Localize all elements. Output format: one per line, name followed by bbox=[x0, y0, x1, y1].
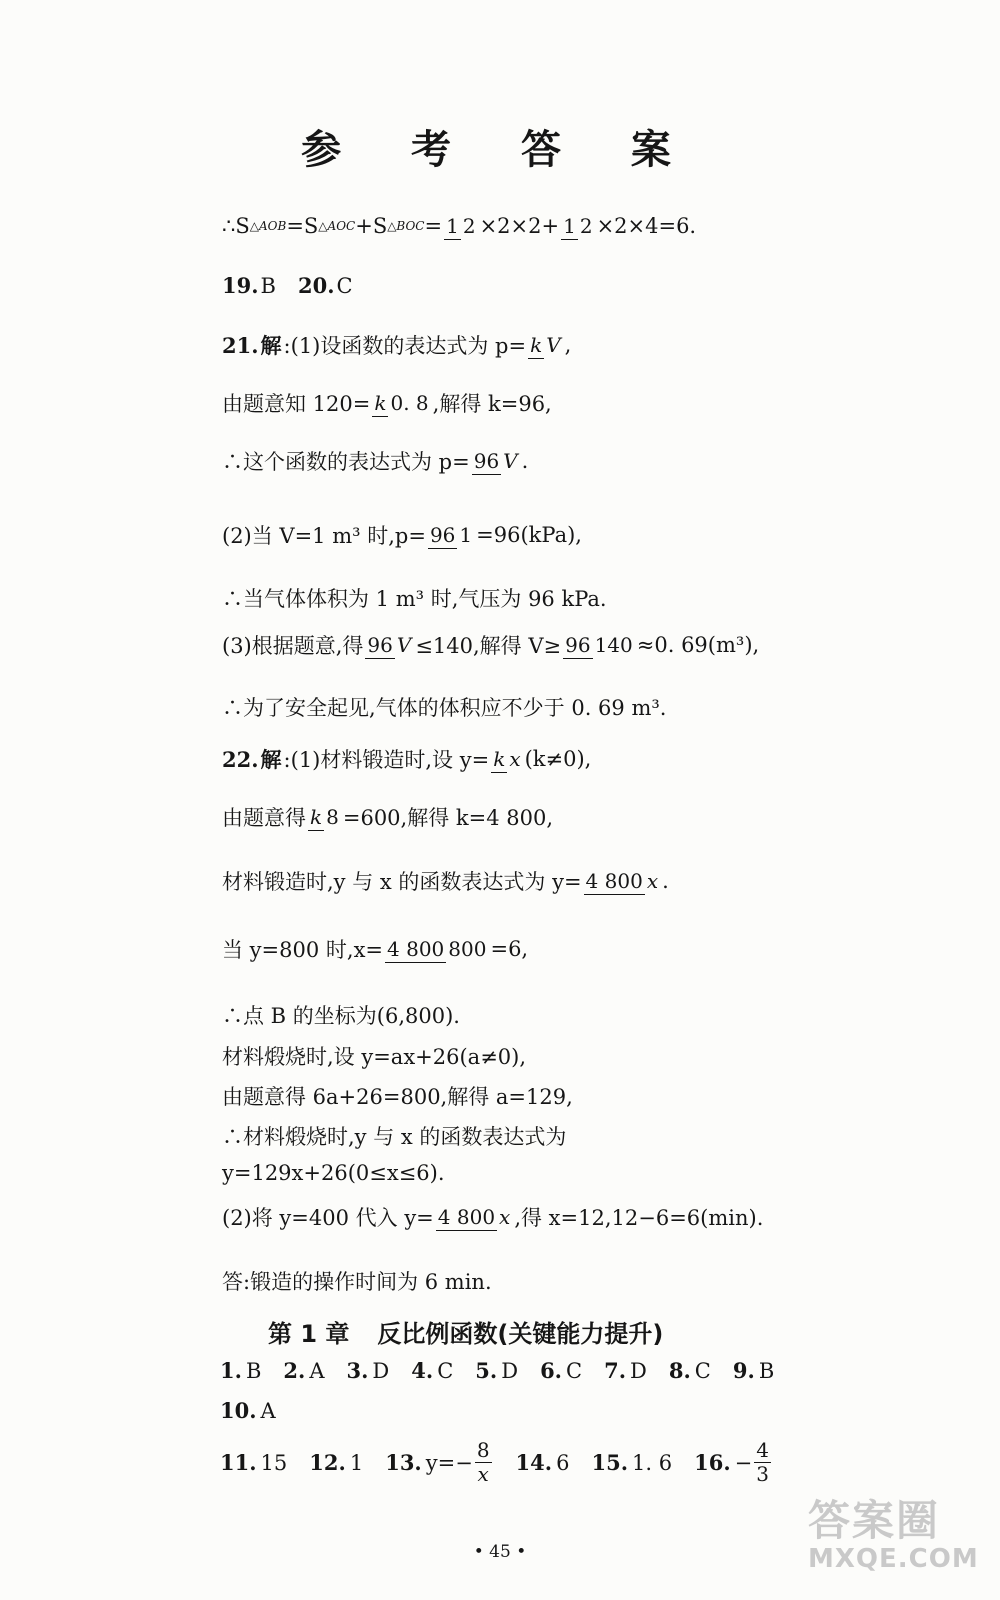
text: +S bbox=[355, 214, 388, 238]
text: =S bbox=[286, 214, 319, 238]
line-answers-19-20 bbox=[222, 273, 353, 298]
denominator: x bbox=[509, 746, 521, 771]
question-number: 12. bbox=[309, 1450, 346, 1475]
line-q22-answer bbox=[222, 1266, 492, 1296]
answer: B bbox=[245, 1358, 262, 1383]
question-number: 1. bbox=[220, 1358, 242, 1383]
line-q22-part2 bbox=[222, 1202, 763, 1232]
question-number: 6. bbox=[540, 1358, 562, 1383]
answer: − bbox=[734, 1450, 753, 1475]
question-number: 19. bbox=[222, 273, 259, 298]
text: ,得 x=12,12−6=6(min). bbox=[514, 1206, 764, 1230]
question-number: 2. bbox=[283, 1358, 306, 1383]
line-q21-expression bbox=[222, 446, 528, 476]
numerator: 1 bbox=[446, 213, 459, 238]
answer: 1 bbox=[349, 1450, 364, 1475]
watermark-url: MXQE.COM bbox=[808, 1544, 979, 1574]
watermark-logo bbox=[808, 1488, 978, 1588]
numerator: k bbox=[374, 390, 387, 415]
question-number: 11. bbox=[220, 1450, 257, 1475]
text: ∴当气体体积为 1 m³ 时,气压为 96 kPa. bbox=[222, 587, 607, 611]
fraction bbox=[308, 806, 341, 828]
text: :(1)材料锻造时,设 y= bbox=[283, 748, 490, 772]
text: 由题意得 6a+26=800,解得 a=129, bbox=[222, 1085, 573, 1109]
numerator: 96 bbox=[367, 632, 393, 657]
answer-item bbox=[604, 1358, 647, 1383]
denominator: 140 bbox=[594, 632, 633, 657]
line-q22-expression bbox=[222, 866, 669, 896]
answer-item bbox=[346, 1358, 389, 1383]
question-number: 22. bbox=[222, 746, 259, 772]
chapter-heading bbox=[268, 1314, 663, 1349]
question-number: 13. bbox=[385, 1450, 422, 1475]
numerator: k bbox=[530, 332, 543, 357]
fraction bbox=[472, 450, 520, 472]
numerator: k bbox=[493, 746, 506, 771]
line-q22-start bbox=[222, 744, 591, 774]
text: :(1)设函数的表达式为 p= bbox=[283, 334, 527, 358]
answer: A bbox=[309, 1358, 325, 1383]
fraction bbox=[365, 634, 413, 656]
answer-item bbox=[220, 1358, 261, 1383]
answer: D bbox=[372, 1358, 390, 1383]
numerator: 4 800 bbox=[437, 1204, 496, 1229]
answer-item bbox=[220, 1398, 276, 1423]
fraction bbox=[528, 334, 563, 356]
page-number: • 45 • bbox=[473, 1542, 527, 1562]
numerator: 4 800 bbox=[387, 936, 445, 961]
answer-item bbox=[385, 1440, 493, 1485]
solution-label: 解 bbox=[260, 747, 282, 772]
denominator: V bbox=[396, 632, 412, 657]
answer: y=− bbox=[425, 1450, 473, 1475]
answer: C bbox=[566, 1358, 583, 1383]
text: (3)根据题意,得 bbox=[222, 634, 364, 658]
denominator: x bbox=[646, 868, 659, 893]
denominator: 1 bbox=[459, 522, 473, 547]
text: 材料煅烧时,设 y=ax+26(a≠0), bbox=[222, 1045, 527, 1069]
line-q22-calcine-expr bbox=[222, 1121, 566, 1151]
answer-item bbox=[309, 1450, 363, 1475]
answer: C bbox=[437, 1358, 454, 1383]
watermark-text: 答案圈 bbox=[808, 1496, 941, 1545]
line-q22-point-b bbox=[222, 1000, 460, 1030]
denominator: 800 bbox=[448, 936, 487, 961]
line-q21-part3 bbox=[222, 630, 759, 660]
line-q21-k bbox=[222, 388, 552, 418]
fraction bbox=[372, 392, 430, 414]
question-number: 9. bbox=[732, 1358, 755, 1383]
fraction bbox=[491, 748, 522, 770]
answers-row-1 bbox=[220, 1358, 796, 1383]
denominator: 2 bbox=[579, 213, 593, 238]
solution-label: 解 bbox=[260, 333, 282, 358]
text: 当 y=800 时,x= bbox=[222, 938, 384, 962]
question-number: 8. bbox=[668, 1358, 691, 1383]
text: . bbox=[662, 869, 669, 893]
fraction bbox=[584, 870, 661, 892]
numerator: 96 bbox=[565, 632, 591, 657]
numerator: 4 bbox=[756, 1438, 769, 1462]
text: ∴S bbox=[222, 214, 250, 238]
denominator: x bbox=[477, 1462, 489, 1486]
numerator: 4 800 bbox=[585, 868, 643, 893]
fraction bbox=[475, 1440, 492, 1485]
text: 由题意得 bbox=[222, 806, 306, 830]
question-number: 4. bbox=[411, 1358, 434, 1383]
answer-item bbox=[669, 1358, 711, 1383]
answer-item bbox=[540, 1358, 582, 1383]
text: ×2×2+ bbox=[479, 214, 560, 238]
chapter-number: 第 1 章 bbox=[268, 1320, 350, 1348]
line-q22-x bbox=[222, 934, 528, 964]
page-title: 参 考 答 案 bbox=[301, 127, 699, 173]
fraction bbox=[561, 215, 594, 237]
text: , bbox=[564, 333, 572, 357]
denominator: 2 bbox=[462, 213, 476, 238]
text: ∴为了安全起见,气体的体积应不少于 0. 69 m³. bbox=[222, 696, 667, 720]
denominator: 3 bbox=[756, 1462, 769, 1486]
text: ,解得 k=96, bbox=[432, 392, 552, 416]
answer-item bbox=[694, 1440, 773, 1485]
line-q21-part2 bbox=[222, 520, 582, 550]
text: y=129x+26(0≤x≤6). bbox=[222, 1161, 445, 1185]
numerator: k bbox=[310, 804, 323, 829]
text: ∴这个函数的表达式为 p= bbox=[222, 450, 470, 474]
answer: B bbox=[260, 273, 276, 298]
answer: D bbox=[501, 1358, 519, 1383]
text: 答:锻造的操作时间为 6 min. bbox=[222, 1270, 492, 1294]
line-q21-conclusion bbox=[222, 692, 666, 722]
answer-item bbox=[516, 1450, 570, 1475]
denominator: V bbox=[503, 448, 518, 473]
numerator: 96 bbox=[429, 522, 456, 547]
fraction bbox=[385, 938, 488, 960]
answers-row-3 bbox=[220, 1440, 795, 1485]
fraction bbox=[754, 1440, 771, 1485]
answer: A bbox=[260, 1398, 276, 1423]
subscript: △AOB bbox=[249, 219, 287, 233]
text: (2)将 y=400 代入 y= bbox=[222, 1206, 434, 1230]
text: . bbox=[521, 449, 529, 473]
text: (2)当 V=1 m³ 时,p= bbox=[222, 524, 426, 548]
numerator: 96 bbox=[473, 448, 500, 473]
answer-item bbox=[411, 1358, 453, 1383]
question-number: 7. bbox=[604, 1358, 627, 1383]
numerator: 1 bbox=[563, 213, 576, 238]
answer-item bbox=[733, 1358, 774, 1383]
answer: D bbox=[630, 1358, 647, 1383]
question-number: 16. bbox=[694, 1450, 731, 1475]
answer-item bbox=[475, 1358, 518, 1383]
denominator: V bbox=[546, 332, 561, 357]
question-number: 21. bbox=[222, 332, 259, 358]
text: ≤140,解得 V≥ bbox=[415, 634, 562, 658]
line-q22-calcine bbox=[222, 1041, 526, 1071]
numerator: 8 bbox=[476, 1438, 490, 1462]
text: =600,解得 k=4 800, bbox=[342, 806, 554, 830]
answer: C bbox=[694, 1358, 711, 1383]
question-number: 14. bbox=[515, 1450, 553, 1475]
answer: 15 bbox=[260, 1450, 288, 1475]
line-q22-linear bbox=[222, 1161, 445, 1185]
line-q22-k bbox=[222, 802, 553, 832]
question-number: 3. bbox=[346, 1358, 369, 1383]
answer: 6 bbox=[556, 1450, 570, 1475]
text: (k≠0), bbox=[524, 747, 592, 771]
line-q21-start bbox=[222, 330, 571, 360]
fraction bbox=[436, 1206, 513, 1228]
answer: B bbox=[758, 1358, 775, 1383]
question-number: 10. bbox=[220, 1398, 257, 1423]
answer: C bbox=[336, 273, 353, 298]
text: ≈0. 69(m³), bbox=[636, 633, 760, 657]
question-number: 5. bbox=[475, 1358, 498, 1383]
denominator: 0. 8 bbox=[390, 390, 429, 415]
subscript: △AOC bbox=[318, 219, 356, 233]
text: = bbox=[424, 214, 443, 238]
line-q22-a bbox=[222, 1081, 573, 1111]
text: 材料锻造时,y 与 x 的函数表达式为 y= bbox=[222, 870, 582, 894]
answers-row-2 bbox=[220, 1398, 298, 1423]
answer-item bbox=[220, 1450, 287, 1475]
answer: 1. 6 bbox=[632, 1450, 673, 1475]
fraction bbox=[444, 215, 477, 237]
chapter-title: 反比例函数(关键能力提升) bbox=[377, 1320, 664, 1348]
text: ×2×4=6. bbox=[596, 214, 697, 238]
fraction bbox=[563, 634, 635, 656]
fraction bbox=[428, 524, 474, 546]
question-number: 20. bbox=[297, 273, 335, 298]
text: =6, bbox=[490, 937, 529, 961]
question-number: 15. bbox=[591, 1450, 629, 1475]
denominator: x bbox=[499, 1204, 511, 1229]
subscript: △BOC bbox=[387, 219, 425, 233]
line-area-sum bbox=[222, 214, 696, 238]
answer-item bbox=[283, 1358, 324, 1383]
line-q21-pressure bbox=[222, 583, 607, 613]
denominator: 8 bbox=[326, 804, 339, 829]
text: ∴材料煅烧时,y 与 x 的函数表达式为 bbox=[222, 1125, 567, 1149]
text: ∴点 B 的坐标为(6,800). bbox=[222, 1004, 460, 1028]
text: =96(kPa), bbox=[476, 523, 582, 547]
text: 由题意知 120= bbox=[222, 392, 371, 416]
answer-item bbox=[591, 1450, 672, 1475]
